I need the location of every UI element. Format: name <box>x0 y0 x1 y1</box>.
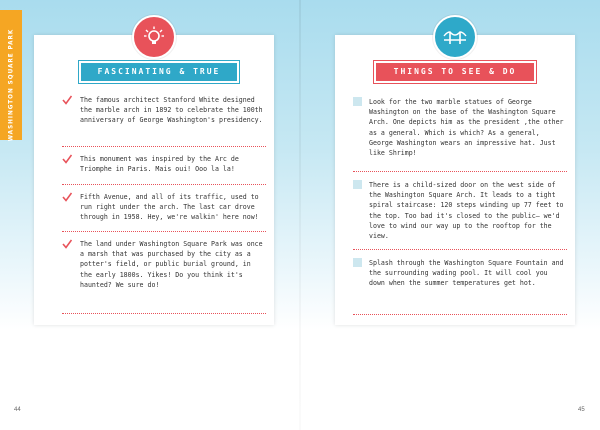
bridge-icon <box>433 15 477 59</box>
divider <box>353 314 567 315</box>
fascinating-card <box>34 35 274 325</box>
fact-item: Fifth Avenue, and all of its traffic, used to run right under the arch. The last car drove through in 1958. Hey, we're walkin' here now! <box>80 193 259 222</box>
book-spine <box>299 0 301 430</box>
checkbox[interactable] <box>353 258 362 267</box>
divider <box>62 184 266 185</box>
divider <box>62 313 266 314</box>
fact-item: The land under Washington Square Park was once a marsh that was purchased by the city as a potter's field, or public burial ground, in the early 1800s. Yikes! Do you think it's haunted? We sure do! <box>80 240 263 289</box>
checkmark-icon <box>62 239 72 249</box>
checkmark-icon <box>62 95 72 105</box>
checkmark-icon <box>62 192 72 202</box>
things-to-do-card <box>335 35 575 325</box>
divider <box>353 171 567 172</box>
section-heading: THINGS TO SEE & DO <box>376 63 534 81</box>
checkbox[interactable] <box>353 97 362 106</box>
activity-item: There is a child-sized door on the west side of the Washington Square Arch. It leads to a tight spiral staircase: 120 steps winding up 77 feet to the top. Too bad it's closed to the public— we'd love to wind our way up to the rooftop for the view. <box>369 181 564 241</box>
lightbulb-icon <box>132 15 176 59</box>
page-number-left: 44 <box>14 407 21 413</box>
fact-item: The famous architect Stanford White designed the marble arch in 1892 to celebrate the 100th anniversary of George Washington's presidency. <box>80 96 263 125</box>
activity-item: Splash through the Washington Square Fountain and the surrounding wading pool. It will cool you down when the summer temperatures get hot. <box>369 259 564 288</box>
section-heading: FASCINATING & TRUE <box>81 63 237 81</box>
checkmark-icon <box>62 154 72 164</box>
section-tab-label: WASHINGTON SQUARE PARK <box>7 28 15 142</box>
checkbox[interactable] <box>353 180 362 189</box>
divider <box>353 249 567 250</box>
fact-item: This monument was inspired by the Arc de Triomphe in Paris. Mais oui! Ooo la la! <box>80 155 239 174</box>
page-number-right: 45 <box>578 407 585 413</box>
divider <box>62 146 266 147</box>
divider <box>62 231 266 232</box>
activity-item: Look for the two marble statues of George Washington on the base of the Washington Square Arch. One depicts him as the president ,the other as a general. Which is which? As a general, George Washington wears an impressive hat. Just like Shrimp! <box>369 98 564 158</box>
section-tab <box>0 10 22 140</box>
